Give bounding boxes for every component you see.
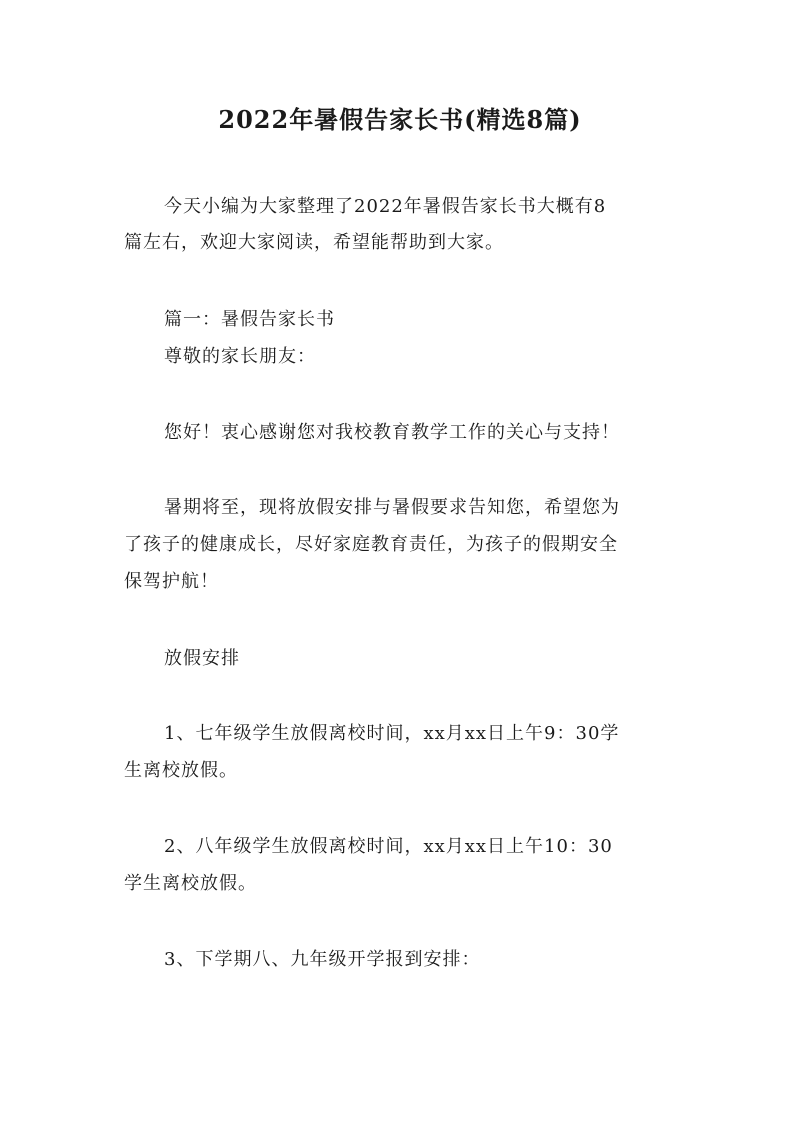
list-item-line: 2、八年级学生放假离校时间，xx月xx日上午10：30 [164,836,613,857]
section-subheading: 放假安排 [164,648,240,669]
paragraph-line: 保驾护航！ [124,571,219,592]
paragraph-line: 了孩子的健康成长，尽好家庭教育责任，为孩子的假期安全 [124,534,618,555]
paragraph-line: 您好！衷心感谢您对我校教育教学工作的关心与支持！ [164,422,620,443]
salutation: 尊敬的家长朋友： [164,346,316,367]
paragraph-line: 今天小编为大家整理了2022年暑假告家长书大概有8 [164,196,607,217]
paragraph-line: 暑期将至，现将放假安排与暑假要求告知您，希望您为 [164,497,620,518]
document-title: 2022年暑假告家长书(精选8篇) [218,105,582,134]
paragraph-line: 篇左右，欢迎大家阅读，希望能帮助到大家。 [124,232,504,253]
list-item-line: 学生离校放假。 [124,873,257,894]
list-item-line: 生离校放假。 [124,760,238,781]
section-heading: 篇一：暑假告家长书 [164,309,335,330]
list-item-line: 3、下学期八、九年级开学报到安排： [164,949,481,970]
list-item-line: 1、七年级学生放假离校时间，xx月xx日上午9：30学 [164,723,620,744]
